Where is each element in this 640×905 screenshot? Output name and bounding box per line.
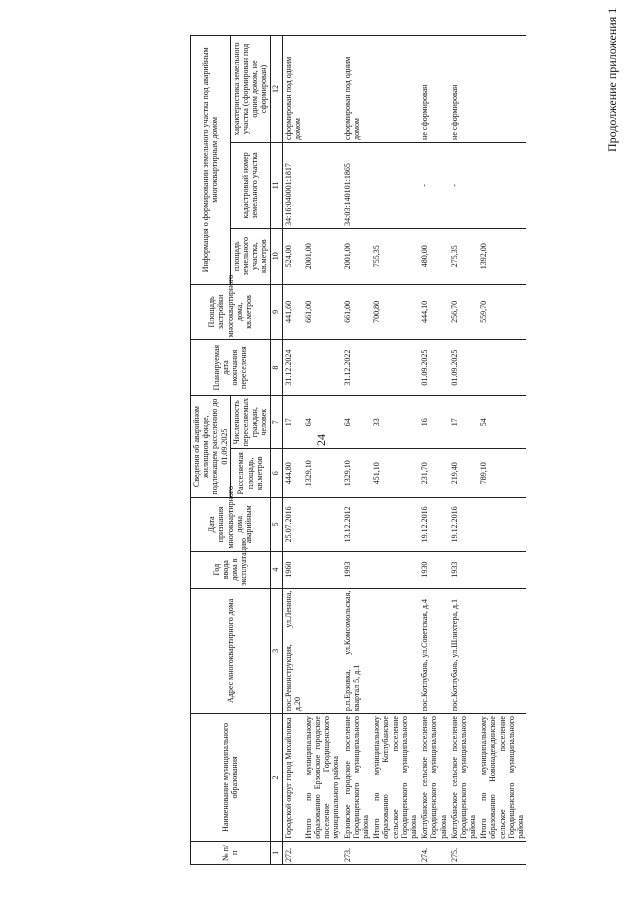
cadastral-cell bbox=[303, 142, 342, 228]
column-number: 5 bbox=[270, 498, 282, 551]
plan-date-cell: 01.09.2025 bbox=[419, 340, 449, 396]
plan-date-cell bbox=[303, 340, 342, 396]
characteristic-cell: сформирован под одним домом bbox=[282, 36, 303, 143]
header-municipality: Наименование муниципального образования bbox=[191, 714, 271, 842]
fund-people-cell: 16 bbox=[419, 396, 449, 449]
column-number: 6 bbox=[270, 449, 282, 498]
fund-area-cell: 219,40 bbox=[449, 449, 479, 498]
row-number bbox=[303, 841, 342, 864]
cadastral-cell: - bbox=[449, 142, 479, 228]
plan-date-cell: 31.12.2022 bbox=[342, 340, 372, 396]
municipality-cell: Ерзовское городское поселение Городищенского муниципального района bbox=[342, 714, 372, 842]
table-row bbox=[478, 36, 526, 865]
emergency-housing-table bbox=[190, 35, 526, 865]
address-cell: пос.Реконструкция, ул.Ленина, д.20 bbox=[282, 588, 303, 713]
municipality-cell: Котлубанское сельское поселение Городищенского муниципального района bbox=[449, 714, 479, 842]
year-cell: 1933 bbox=[449, 551, 479, 588]
land-area-cell: 275,35 bbox=[449, 228, 479, 284]
row-number: 272. bbox=[282, 841, 303, 864]
table-row bbox=[419, 36, 449, 865]
built-area-cell: 559,70 bbox=[478, 284, 526, 340]
characteristic-cell bbox=[303, 36, 342, 143]
fund-area-cell: 444,80 bbox=[282, 449, 303, 498]
built-area-cell: 661,00 bbox=[342, 284, 372, 340]
row-number: 273. bbox=[342, 841, 372, 864]
plan-date-cell: 31.12.2024 bbox=[282, 340, 303, 396]
built-area-cell: 256,70 bbox=[449, 284, 479, 340]
recognition-date-cell: 13.12.2012 bbox=[342, 498, 372, 551]
appendix-heading: Продолжение приложения 1 bbox=[605, 7, 619, 152]
rotated-table-wrapper bbox=[190, 35, 640, 865]
column-number: 7 bbox=[270, 396, 282, 449]
header-land-characteristic: характеристика земельного участка (сформирован под одним домом, не сформирован) bbox=[230, 36, 270, 143]
characteristic-cell bbox=[371, 36, 419, 143]
row-number: 275. bbox=[449, 841, 479, 864]
municipality-cell: Итого по муниципальному образованию Котлубанское сельское поселение Городищенского муниципального района bbox=[371, 714, 419, 842]
land-area-cell: 2001,00 bbox=[342, 228, 372, 284]
table-row bbox=[303, 36, 342, 865]
header-fund-group: Сведения об аварийном жилищном фонде, подлежащем расселению до 01.09.2025 bbox=[191, 396, 231, 498]
year-cell: 1960 bbox=[282, 551, 303, 588]
column-number: 2 bbox=[270, 714, 282, 842]
municipality-cell: Итого по муниципальному образованию Ерзовское городское поселение Городищенского муниципального района bbox=[303, 714, 342, 842]
header-no: № п/п bbox=[191, 841, 271, 864]
built-area-cell: 441,60 bbox=[282, 284, 303, 340]
column-number: 11 bbox=[270, 142, 282, 228]
column-number: 12 bbox=[270, 36, 282, 143]
plan-date-cell: 01.09.2025 bbox=[449, 340, 479, 396]
characteristic-cell bbox=[478, 36, 526, 143]
header-recognition-date: Дата признания многоквартирного дома аварийным bbox=[191, 498, 271, 551]
address-cell bbox=[371, 588, 419, 713]
fund-area-cell: 789,10 bbox=[478, 449, 526, 498]
land-area-cell: 524,00 bbox=[282, 228, 303, 284]
plan-date-cell bbox=[371, 340, 419, 396]
land-area-cell: 480,00 bbox=[419, 228, 449, 284]
fund-people-cell: 17 bbox=[282, 396, 303, 449]
fund-people-cell: 17 bbox=[449, 396, 479, 449]
address-cell: пос.Котлубань, ул.Шлихтера, д.1 bbox=[449, 588, 479, 713]
row-number: 274. bbox=[419, 841, 449, 864]
column-number: 9 bbox=[270, 284, 282, 340]
recognition-date-cell bbox=[303, 498, 342, 551]
year-cell bbox=[478, 551, 526, 588]
table-row bbox=[371, 36, 419, 865]
recognition-date-cell: 19.12.2016 bbox=[419, 498, 449, 551]
fund-area-cell: 1329,10 bbox=[303, 449, 342, 498]
land-area-cell: 1392,00 bbox=[478, 228, 526, 284]
land-area-cell: 755,35 bbox=[371, 228, 419, 284]
header-fund-area: Расселяемая площадь, кв.метров bbox=[230, 449, 270, 498]
header-plan-date: Планируемая дата окончания переселения bbox=[191, 340, 271, 396]
row-number bbox=[371, 841, 419, 864]
column-number: 3 bbox=[270, 588, 282, 713]
table-row bbox=[449, 36, 479, 865]
plan-date-cell bbox=[478, 340, 526, 396]
header-fund-people: Численность переселяемых граждан, человек bbox=[230, 396, 270, 449]
year-cell bbox=[303, 551, 342, 588]
column-number: 8 bbox=[270, 340, 282, 396]
cadastral-cell: 34:03:140101:1865 bbox=[342, 142, 372, 228]
header-land-group: Информация о формировании земельного участка под аварийным многоквартирным домом bbox=[191, 36, 231, 285]
cadastral-cell bbox=[478, 142, 526, 228]
header-address: Адрес многоквартирного дома bbox=[191, 588, 271, 713]
characteristic-cell: не сформирован bbox=[449, 36, 479, 143]
address-cell: пос.Котлубань, ул.Советская, д.4 bbox=[419, 588, 449, 713]
cadastral-cell: 34:16:040001:1817 bbox=[282, 142, 303, 228]
built-area-cell: 661,00 bbox=[303, 284, 342, 340]
fund-area-cell: 451,10 bbox=[371, 449, 419, 498]
fund-people-cell: 33 bbox=[371, 396, 419, 449]
recognition-date-cell bbox=[478, 498, 526, 551]
column-number: 4 bbox=[270, 551, 282, 588]
recognition-date-cell: 19.12.2016 bbox=[449, 498, 479, 551]
characteristic-cell: не сформирован bbox=[419, 36, 449, 143]
header-land-area: площадь земельного участка, кв.метров bbox=[230, 228, 270, 284]
page-number: 24 bbox=[314, 434, 328, 446]
built-area-cell: 700,80 bbox=[371, 284, 419, 340]
municipality-cell: Итого по муниципальному образованию Новонадеждинское сельское поселение Городищенского муниципального района bbox=[478, 714, 526, 842]
land-area-cell: 2001,00 bbox=[303, 228, 342, 284]
cadastral-cell bbox=[371, 142, 419, 228]
year-cell: 1993 bbox=[342, 551, 372, 588]
table-row bbox=[282, 36, 303, 865]
address-cell bbox=[303, 588, 342, 713]
year-cell bbox=[371, 551, 419, 588]
built-area-cell: 444,10 bbox=[419, 284, 449, 340]
column-number: 1 bbox=[270, 841, 282, 864]
recognition-date-cell: 25.07.2016 bbox=[282, 498, 303, 551]
characteristic-cell: сформирован под одним домом bbox=[342, 36, 372, 143]
column-number: 10 bbox=[270, 228, 282, 284]
row-number bbox=[478, 841, 526, 864]
recognition-date-cell bbox=[371, 498, 419, 551]
fund-people-cell: 64 bbox=[303, 396, 342, 449]
header-land-cadastral: кадастровый номер земельного участка bbox=[230, 142, 270, 228]
header-year: Год ввода дома в эксплуатацию bbox=[191, 551, 271, 588]
column-numbers-row bbox=[270, 36, 282, 865]
address-cell bbox=[478, 588, 526, 713]
year-cell: 1930 bbox=[419, 551, 449, 588]
fund-area-cell: 231,70 bbox=[419, 449, 449, 498]
fund-people-cell: 54 bbox=[478, 396, 526, 449]
municipality-cell: Котлубанское сельское поселение Городищенского муниципального района bbox=[419, 714, 449, 842]
fund-area-cell: 1329,10 bbox=[342, 449, 372, 498]
cadastral-cell: - bbox=[419, 142, 449, 228]
address-cell: р.п.Ерзовка, ул.Комсомольская, квартал 5, д.1 bbox=[342, 588, 372, 713]
header-built-area: Площадь застройки многоквартирного дома, кв.метров bbox=[191, 284, 271, 340]
fund-people-cell: 64 bbox=[342, 396, 372, 449]
table-row bbox=[342, 36, 372, 865]
municipality-cell: Городской округ город Михайловка bbox=[282, 714, 303, 842]
